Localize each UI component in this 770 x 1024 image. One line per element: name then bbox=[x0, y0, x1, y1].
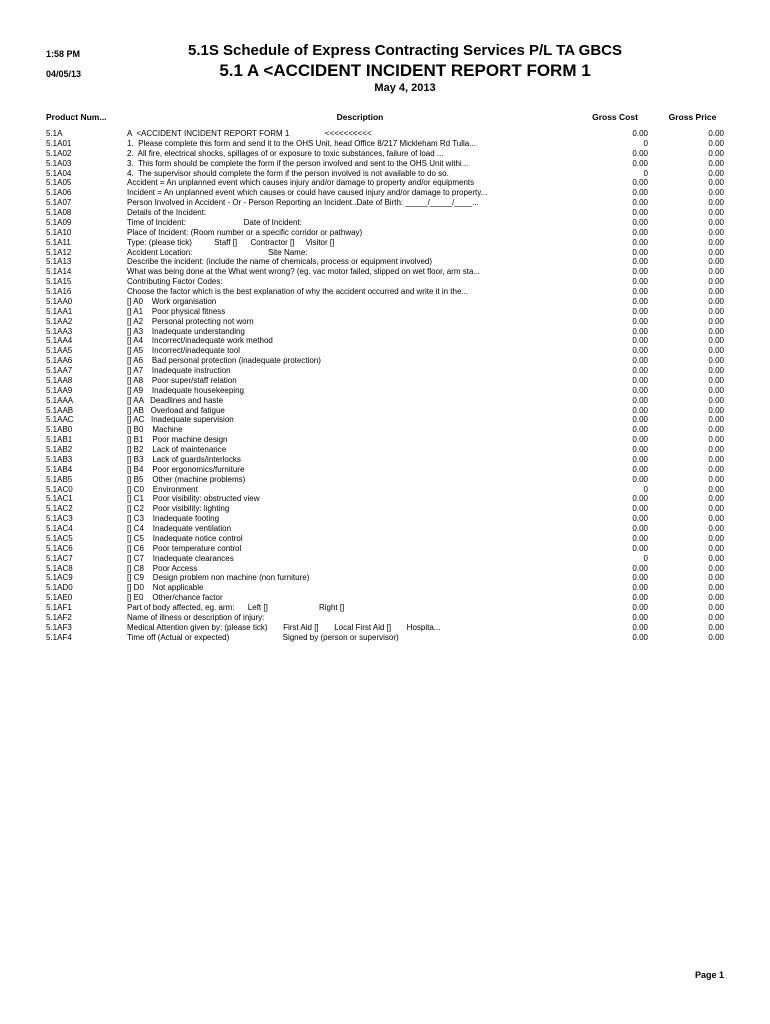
description-cell: Accident = An unplanned event which causes injury and/or damage to property and/or equipments bbox=[127, 178, 475, 188]
product-number-cell: 5.1A14 bbox=[46, 267, 72, 277]
gross-cost-cell: 0.00 bbox=[632, 237, 648, 247]
description-cell: Details of the Incident: bbox=[127, 208, 207, 217]
product-number-cell: 5.1AC5 bbox=[46, 533, 73, 543]
gross-price-cell: 0.00 bbox=[708, 464, 724, 474]
table-row bbox=[0, 257, 770, 267]
gross-price-cell: 0.00 bbox=[708, 524, 724, 533]
gross-price-cell: 0.00 bbox=[708, 208, 724, 217]
gross-price-cell: 0.00 bbox=[708, 267, 724, 277]
gross-price-cell: 0.00 bbox=[708, 504, 724, 514]
product-number-cell: 5.1AC1 bbox=[46, 494, 73, 504]
gross-price-cell: 0.00 bbox=[708, 375, 724, 385]
gross-cost-cell: 0.00 bbox=[632, 296, 648, 306]
table-row bbox=[0, 317, 770, 327]
gross-price-cell: 0.00 bbox=[708, 474, 724, 484]
description-cell: What was being done at the What went wrong? (eg. vac motor failed, slipped on wet floor, arm sta... bbox=[127, 267, 481, 277]
product-number-cell: 5.1AA1 bbox=[46, 306, 73, 316]
gross-cost-cell: 0.00 bbox=[632, 148, 648, 158]
product-number-cell: 5.1AC8 bbox=[46, 563, 73, 573]
gross-price-cell: 0.00 bbox=[708, 395, 724, 405]
gross-cost-cell: 0.00 bbox=[632, 306, 648, 316]
description-cell: [] A8 Poor super/staff relation bbox=[127, 375, 237, 385]
description-cell: [] A2 Personal protecting not worn bbox=[127, 316, 254, 326]
product-number-cell: 5.1AAC bbox=[46, 415, 74, 425]
gross-cost-cell: 0.00 bbox=[632, 198, 648, 208]
gross-price-cell: 0.00 bbox=[708, 178, 724, 188]
product-number-cell: 5.1AAB bbox=[46, 405, 74, 415]
product-number-cell: 5.1A10 bbox=[46, 227, 72, 237]
column-header-product: Product Num... bbox=[46, 112, 107, 122]
description-cell: [] B5 Other (machine problems) bbox=[127, 474, 246, 484]
description-cell: [] AC Inadequate supervision bbox=[127, 415, 234, 425]
gross-cost-cell: 0.00 bbox=[632, 375, 648, 385]
gross-cost-cell: 0.00 bbox=[632, 336, 648, 346]
gross-price-cell: 0.00 bbox=[708, 326, 724, 336]
product-number-cell: 5.1A16 bbox=[46, 287, 72, 296]
report-title: 5.1S Schedule of Express Contracting Services P/L TA GBCS bbox=[187, 42, 623, 59]
description-cell: 3. This form should be complete the form if the person involved and sent to the OHS Unit withi... bbox=[127, 158, 469, 168]
gross-cost-cell: 0.00 bbox=[632, 316, 648, 326]
product-number-cell: 5.1AF3 bbox=[46, 622, 72, 632]
description-cell: [] B0 Machine bbox=[127, 425, 183, 435]
product-number-cell: 5.1A02 bbox=[46, 148, 72, 158]
gross-cost-cell: 0.00 bbox=[632, 445, 648, 454]
description-cell: Name of illness or description of injury: bbox=[127, 612, 265, 622]
gross-cost-cell: 0.00 bbox=[632, 563, 648, 573]
description-cell: [] C2 Poor visibility: lighting bbox=[127, 504, 230, 514]
description-cell: 1. Please complete this form and send it to the OHS Unit, head Office 8/217 Mickleham Rd Tulla... bbox=[127, 138, 476, 148]
gross-cost-cell: 0.00 bbox=[632, 504, 648, 514]
product-number-cell: 5.1AA9 bbox=[46, 385, 73, 395]
gross-cost-cell: 0 bbox=[643, 138, 648, 148]
table-row bbox=[0, 336, 770, 346]
table-row bbox=[0, 376, 770, 386]
description-cell: [] C7 Inadequate clearances bbox=[127, 553, 234, 563]
table-row bbox=[0, 564, 770, 574]
table-row bbox=[0, 139, 770, 149]
page-number: Page 1 bbox=[694, 970, 724, 980]
gross-price-cell: 0.00 bbox=[708, 129, 724, 138]
gross-price-cell: 0.00 bbox=[708, 385, 724, 395]
product-number-cell: 5.1AA6 bbox=[46, 356, 73, 366]
product-number-cell: 5.1AB1 bbox=[46, 435, 73, 445]
column-header-gross-price: Gross Price bbox=[668, 112, 717, 122]
description-cell: [] C8 Poor Access bbox=[127, 563, 198, 573]
description-cell: Person Involved in Accident - Or - Person Reporting an Incident..Date of Birth: _____/_____/____... bbox=[127, 198, 479, 208]
table-row bbox=[0, 346, 770, 356]
gross-cost-cell: 0.00 bbox=[632, 208, 648, 217]
table-row bbox=[0, 386, 770, 396]
description-cell: Place of Incident: (Room number or a specific corridor or pathway) bbox=[127, 227, 363, 237]
table-row bbox=[0, 208, 770, 218]
product-number-cell: 5.1A13 bbox=[46, 257, 72, 267]
gross-price-cell: 0.00 bbox=[708, 237, 724, 247]
table-row bbox=[0, 228, 770, 238]
gross-cost-cell: 0.00 bbox=[632, 593, 648, 603]
gross-price-cell: 0.00 bbox=[708, 593, 724, 603]
gross-price-cell: 0.00 bbox=[708, 405, 724, 415]
gross-cost-cell: 0.00 bbox=[632, 385, 648, 395]
product-number-cell: 5.1AC6 bbox=[46, 543, 73, 553]
table-row bbox=[0, 435, 770, 445]
gross-cost-cell: 0.00 bbox=[632, 543, 648, 553]
table-row bbox=[0, 277, 770, 287]
table-row bbox=[0, 485, 770, 495]
description-cell: [] B1 Poor machine design bbox=[127, 435, 228, 445]
product-number-cell: 5.1A bbox=[46, 129, 63, 138]
gross-price-cell: 0.00 bbox=[708, 346, 724, 356]
product-number-cell: 5.1AC0 bbox=[46, 484, 73, 494]
product-number-cell: 5.1AC9 bbox=[46, 573, 73, 583]
product-number-cell: 5.1AC4 bbox=[46, 524, 73, 533]
product-number-cell: 5.1AA2 bbox=[46, 316, 73, 326]
description-cell: [] B3 Lack of guards/interlocks bbox=[127, 454, 241, 464]
table-row bbox=[0, 297, 770, 307]
product-number-cell: 5.1AE0 bbox=[46, 593, 73, 603]
table-row bbox=[0, 623, 770, 633]
gross-price-cell: 0.00 bbox=[708, 603, 724, 612]
gross-cost-cell: 0.00 bbox=[632, 415, 648, 425]
table-row bbox=[0, 494, 770, 504]
table-row bbox=[0, 613, 770, 623]
gross-cost-cell: 0.00 bbox=[632, 247, 648, 257]
gross-price-cell: 0.00 bbox=[708, 168, 724, 178]
description-cell: Describe the incident: (include the name of chemicals, process or equipment involved) bbox=[127, 257, 433, 267]
description-cell: [] A4 Incorrect/inadequate work method bbox=[127, 336, 273, 346]
gross-price-cell: 0.00 bbox=[708, 622, 724, 632]
table-row bbox=[0, 514, 770, 524]
gross-cost-cell: 0.00 bbox=[632, 267, 648, 277]
gross-price-cell: 0.00 bbox=[708, 435, 724, 445]
description-cell: [] A0 Work organisation bbox=[127, 296, 217, 306]
gross-price-cell: 0.00 bbox=[708, 425, 724, 435]
product-number-cell: 5.1AB4 bbox=[46, 464, 73, 474]
description-cell: [] C0 Environment bbox=[127, 484, 198, 494]
product-number-cell: 5.1A09 bbox=[46, 217, 72, 227]
description-cell: [] A6 Bad personal protection (inadequate protection) bbox=[127, 356, 321, 366]
description-cell: Part of body affected, eg. arm: Left [] Right [] bbox=[127, 603, 345, 612]
gross-price-cell: 0.00 bbox=[708, 247, 724, 257]
gross-cost-cell: 0 bbox=[643, 484, 648, 494]
product-number-cell: 5.1AF4 bbox=[46, 632, 72, 642]
gross-cost-cell: 0.00 bbox=[632, 464, 648, 474]
table-row bbox=[0, 425, 770, 435]
table-row bbox=[0, 415, 770, 425]
gross-cost-cell: 0.00 bbox=[632, 514, 648, 524]
gross-cost-cell: 0.00 bbox=[632, 346, 648, 356]
product-number-cell: 5.1A01 bbox=[46, 138, 72, 148]
product-number-cell: 5.1AA5 bbox=[46, 346, 73, 356]
gross-cost-cell: 0.00 bbox=[632, 573, 648, 583]
product-number-cell: 5.1AC2 bbox=[46, 504, 73, 514]
gross-price-cell: 0.00 bbox=[708, 583, 724, 593]
gross-cost-cell: 0.00 bbox=[632, 425, 648, 435]
product-number-cell: 5.1A03 bbox=[46, 158, 72, 168]
table-row bbox=[0, 534, 770, 544]
gross-cost-cell: 0.00 bbox=[632, 524, 648, 533]
product-number-cell: 5.1A08 bbox=[46, 208, 72, 217]
gross-price-cell: 0.00 bbox=[708, 543, 724, 553]
table-row bbox=[0, 159, 770, 169]
gross-cost-cell: 0.00 bbox=[632, 474, 648, 484]
table-row bbox=[0, 218, 770, 228]
gross-price-cell: 0.00 bbox=[708, 445, 724, 454]
gross-cost-cell: 0.00 bbox=[632, 178, 648, 188]
description-cell: [] C6 Poor temperature control bbox=[127, 543, 242, 553]
table-row bbox=[0, 267, 770, 277]
gross-cost-cell: 0.00 bbox=[632, 366, 648, 375]
table-row bbox=[0, 633, 770, 643]
table-row bbox=[0, 356, 770, 366]
table-row bbox=[0, 554, 770, 564]
gross-price-cell: 0.00 bbox=[708, 573, 724, 583]
gross-price-cell: 0.00 bbox=[708, 198, 724, 208]
product-number-cell: 5.1AB0 bbox=[46, 425, 73, 435]
gross-price-cell: 0.00 bbox=[708, 138, 724, 148]
table-row bbox=[0, 603, 770, 613]
gross-cost-cell: 0.00 bbox=[632, 583, 648, 593]
description-cell: [] A7 Inadequate instruction bbox=[127, 366, 231, 375]
gross-price-cell: 0.00 bbox=[708, 217, 724, 227]
product-number-cell: 5.1AB3 bbox=[46, 454, 73, 464]
product-number-cell: 5.1A15 bbox=[46, 277, 72, 287]
gross-cost-cell: 0.00 bbox=[632, 227, 648, 237]
gross-cost-cell: 0 bbox=[643, 168, 648, 178]
gross-cost-cell: 0.00 bbox=[632, 217, 648, 227]
description-cell: Choose the factor which is the best explanation of why the accident occurred and write it in the... bbox=[127, 287, 469, 296]
gross-price-cell: 0.00 bbox=[708, 158, 724, 168]
product-number-cell: 5.1A07 bbox=[46, 198, 72, 208]
gross-price-cell: 0.00 bbox=[708, 306, 724, 316]
description-cell: Accident Location: Site Name: bbox=[127, 247, 308, 257]
table-row bbox=[0, 573, 770, 583]
product-number-cell: 5.1AAA bbox=[46, 395, 74, 405]
table-row bbox=[0, 593, 770, 603]
gross-price-cell: 0.00 bbox=[708, 227, 724, 237]
gross-cost-cell: 0.00 bbox=[632, 454, 648, 464]
table-row bbox=[0, 188, 770, 198]
gross-price-cell: 0.00 bbox=[708, 563, 724, 573]
table-row bbox=[0, 524, 770, 534]
description-cell: [] B4 Poor ergonomics/furniture bbox=[127, 464, 245, 474]
product-number-cell: 5.1A05 bbox=[46, 178, 72, 188]
product-number-cell: 5.1AB5 bbox=[46, 474, 73, 484]
product-number-cell: 5.1AA3 bbox=[46, 326, 73, 336]
description-cell: [] A1 Poor physical fitness bbox=[127, 306, 226, 316]
gross-cost-cell: 0.00 bbox=[632, 287, 648, 296]
gross-price-cell: 0.00 bbox=[708, 415, 724, 425]
gross-price-cell: 0.00 bbox=[708, 612, 724, 622]
gross-price-cell: 0.00 bbox=[708, 553, 724, 563]
table-row bbox=[0, 248, 770, 258]
product-number-cell: 5.1AA7 bbox=[46, 366, 73, 375]
gross-price-cell: 0.00 bbox=[708, 533, 724, 543]
gross-price-cell: 0.00 bbox=[708, 632, 724, 642]
product-number-cell: 5.1A06 bbox=[46, 188, 72, 198]
product-number-cell: 5.1AD0 bbox=[46, 583, 73, 593]
product-number-cell: 5.1AF1 bbox=[46, 603, 72, 612]
table-row bbox=[0, 465, 770, 475]
gross-price-cell: 0.00 bbox=[708, 454, 724, 464]
description-cell: Time off (Actual or expected) Signed by (person or supervisor) bbox=[127, 632, 399, 642]
description-cell: Contributing Factor Codes: bbox=[127, 277, 223, 287]
table-row bbox=[0, 583, 770, 593]
table-row bbox=[0, 544, 770, 554]
gross-cost-cell: 0.00 bbox=[632, 612, 648, 622]
table-row bbox=[0, 198, 770, 208]
gross-cost-cell: 0.00 bbox=[632, 257, 648, 267]
gross-cost-cell: 0.00 bbox=[632, 129, 648, 138]
product-number-cell: 5.1A11 bbox=[46, 237, 71, 247]
report-table bbox=[0, 129, 770, 643]
gross-cost-cell: 0.00 bbox=[632, 603, 648, 612]
description-cell: [] A5 Incorrect/inadequate tool bbox=[127, 346, 240, 356]
table-row bbox=[0, 169, 770, 179]
column-header-gross-cost: Gross Cost bbox=[592, 112, 638, 122]
description-cell: [] C9 Design problem non machine (non furniture) bbox=[127, 573, 310, 583]
gross-cost-cell: 0.00 bbox=[632, 188, 648, 198]
report-subtitle: 5.1 A <ACCIDENT INCIDENT REPORT FORM 1 bbox=[219, 61, 591, 80]
description-cell: [] D0 Not applicable bbox=[127, 583, 204, 593]
description-cell: [] C4 Inadequate ventilation bbox=[127, 524, 232, 533]
product-number-cell: 5.1AC3 bbox=[46, 514, 73, 524]
report-time: 1:58 PM bbox=[46, 49, 81, 59]
gross-price-cell: 0.00 bbox=[708, 188, 724, 198]
gross-cost-cell: 0.00 bbox=[632, 326, 648, 336]
table-row bbox=[0, 445, 770, 455]
table-row bbox=[0, 455, 770, 465]
gross-cost-cell: 0.00 bbox=[632, 405, 648, 415]
description-cell: Incident = An unplanned event which causes or could have caused injury and/or damage to property... bbox=[127, 188, 488, 198]
report-date: May 4, 2013 bbox=[374, 82, 436, 94]
product-number-cell: 5.1AA8 bbox=[46, 375, 73, 385]
table-row bbox=[0, 149, 770, 159]
description-cell: Time of Incident: Date of Incident: bbox=[127, 217, 302, 227]
description-cell: 4. The supervisor should complete the form if the person involved is not available to do so. bbox=[127, 168, 449, 178]
table-row bbox=[0, 396, 770, 406]
gross-price-cell: 0.00 bbox=[708, 494, 724, 504]
description-cell: [] E0 Other/chance factor bbox=[127, 593, 223, 603]
gross-price-cell: 0.00 bbox=[708, 356, 724, 366]
description-cell: [] B2 Lack of maintenance bbox=[127, 445, 227, 454]
gross-cost-cell: 0.00 bbox=[632, 494, 648, 504]
gross-price-cell: 0.00 bbox=[708, 277, 724, 287]
gross-cost-cell: 0.00 bbox=[632, 356, 648, 366]
table-row bbox=[0, 287, 770, 297]
table-row bbox=[0, 406, 770, 416]
gross-price-cell: 0.00 bbox=[708, 257, 724, 267]
description-cell: A <ACCIDENT INCIDENT REPORT FORM 1 <<<<<<<<<< bbox=[127, 129, 372, 138]
table-row bbox=[0, 504, 770, 514]
product-number-cell: 5.1AB2 bbox=[46, 445, 73, 454]
gross-price-cell: 0.00 bbox=[708, 514, 724, 524]
gross-price-cell: 0.00 bbox=[708, 366, 724, 375]
table-row bbox=[0, 366, 770, 376]
table-row bbox=[0, 327, 770, 337]
table-row bbox=[0, 129, 770, 139]
gross-cost-cell: 0.00 bbox=[632, 158, 648, 168]
report-run-date: 04/05/13 bbox=[46, 69, 82, 79]
gross-price-cell: 0.00 bbox=[708, 148, 724, 158]
table-row bbox=[0, 238, 770, 248]
description-cell: Medical Attention given by: (please tick) First Aid [] Local First Aid [] Hospita... bbox=[127, 622, 441, 632]
gross-price-cell: 0.00 bbox=[708, 287, 724, 296]
product-number-cell: 5.1AC7 bbox=[46, 553, 73, 563]
description-cell: Type: (please tick) Staff [] Contractor [] Visitor [] bbox=[127, 237, 335, 247]
product-number-cell: 5.1A12 bbox=[46, 247, 72, 257]
gross-cost-cell: 0.00 bbox=[632, 435, 648, 445]
table-row bbox=[0, 178, 770, 188]
gross-cost-cell: 0.00 bbox=[632, 533, 648, 543]
description-cell: [] AA Deadlines and haste bbox=[127, 395, 224, 405]
description-cell: [] A9 Inadequate housekeeping bbox=[127, 385, 244, 395]
gross-price-cell: 0.00 bbox=[708, 484, 724, 494]
description-cell: [] C3 Inadequate footing bbox=[127, 514, 220, 524]
gross-cost-cell: 0.00 bbox=[632, 395, 648, 405]
product-number-cell: 5.1A04 bbox=[46, 168, 72, 178]
product-number-cell: 5.1AF2 bbox=[46, 612, 72, 622]
column-header-description: Description bbox=[336, 112, 384, 122]
description-cell: [] AB Overload and fatigue bbox=[127, 405, 225, 415]
product-number-cell: 5.1AA4 bbox=[46, 336, 73, 346]
description-cell: [] C5 Inadequate notice control bbox=[127, 533, 243, 543]
table-row bbox=[0, 307, 770, 317]
gross-price-cell: 0.00 bbox=[708, 296, 724, 306]
description-cell: [] A3 Inadequate understanding bbox=[127, 326, 245, 336]
gross-cost-cell: 0.00 bbox=[632, 277, 648, 287]
description-cell: [] C1 Poor visibility: obstructed view bbox=[127, 494, 260, 504]
gross-cost-cell: 0 bbox=[643, 553, 648, 563]
product-number-cell: 5.1AA0 bbox=[46, 296, 73, 306]
gross-cost-cell: 0.00 bbox=[632, 622, 648, 632]
gross-price-cell: 0.00 bbox=[708, 316, 724, 326]
gross-price-cell: 0.00 bbox=[708, 336, 724, 346]
description-cell: 2. All fire, electrical shocks, spillages of or exposure to toxic substances, failure of load ... bbox=[127, 148, 444, 158]
table-row bbox=[0, 475, 770, 485]
gross-cost-cell: 0.00 bbox=[632, 632, 648, 642]
